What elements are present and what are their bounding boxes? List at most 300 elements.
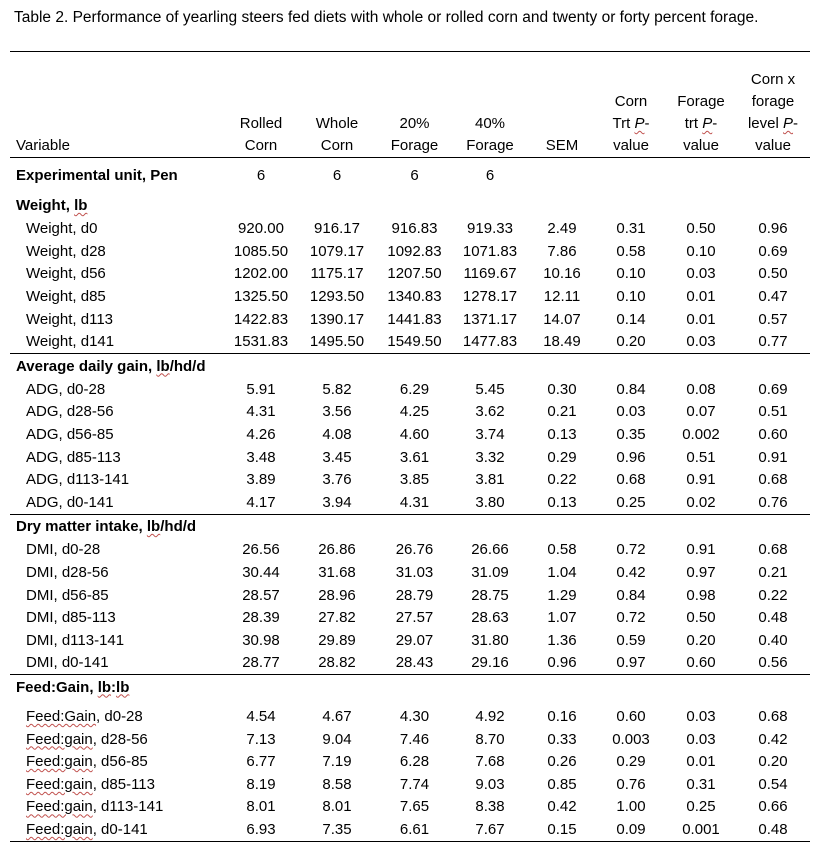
- header-corn-p-value: [596, 52, 666, 158]
- table-header-row: [10, 52, 810, 158]
- cell-value: 0.98: [686, 586, 716, 604]
- cell-value: [528, 164, 596, 188]
- header-interaction-p-value: [736, 52, 810, 158]
- cell-value: 8.38: [475, 798, 505, 816]
- cell-value: 0.003: [612, 730, 650, 748]
- cell-value: 4.54: [246, 707, 276, 725]
- spellcheck-mark: Feed:gain: [26, 730, 93, 748]
- section-title: Weight, lb: [16, 197, 88, 214]
- cell-value: 7.13: [246, 730, 276, 748]
- row-label: Feed:gain, d0-141: [26, 820, 148, 838]
- row-label: DMI, d113-141: [26, 631, 125, 649]
- row-label: Feed:gain, d56-85: [26, 753, 148, 771]
- cell-value: 0.96: [616, 448, 646, 466]
- cell-value: 0.22: [547, 471, 577, 489]
- cell-value: 0.50: [758, 265, 788, 283]
- spellcheck-mark: lb: [116, 678, 130, 696]
- row-label: Weight, d85: [26, 288, 106, 306]
- cell-value: 0.54: [758, 775, 788, 793]
- cell-value: 29.16: [471, 654, 509, 672]
- cell-value: [666, 164, 736, 188]
- table-row: [10, 308, 810, 331]
- cell-value: 0.51: [686, 448, 716, 466]
- row-label: ADG, d85-113: [26, 448, 121, 466]
- cell-value: 3.56: [322, 403, 352, 421]
- cell-value: 7.74: [399, 775, 430, 793]
- cell-value: 5.82: [322, 380, 352, 398]
- cell-value: 28.75: [471, 586, 509, 604]
- cell-value: 0.50: [686, 220, 716, 238]
- table-row: [10, 606, 810, 629]
- cell-value: 0.15: [547, 820, 577, 838]
- section-title: Dry matter intake, lb/hd/d: [16, 518, 197, 536]
- cell-value: 0.66: [758, 798, 788, 816]
- cell-value: 0.77: [758, 333, 788, 351]
- row-label: Weight, d0: [26, 220, 98, 238]
- row-label: DMI, d56-85: [26, 586, 109, 604]
- row-label: ADG, d56-85: [26, 426, 114, 444]
- cell-value: 1.04: [547, 564, 577, 582]
- cell-value: 28.57: [242, 586, 280, 604]
- cell-value: 0.84: [616, 380, 646, 398]
- header-40-forage: [452, 52, 528, 158]
- cell-value: 0.03: [686, 265, 716, 283]
- table-row: [10, 796, 810, 819]
- row-label: Feed:gain, d113-141: [26, 798, 164, 816]
- section-title: Feed:Gain, lb:lb: [16, 678, 130, 696]
- header-line: value: [613, 137, 649, 154]
- cell-value: 31.03: [395, 564, 434, 582]
- cell-value: 0.25: [686, 798, 716, 816]
- cell-value: 31.09: [471, 564, 509, 582]
- row-label-experimental-unit: Experimental unit, Pen: [16, 167, 178, 184]
- cell-value: 1079.17: [309, 242, 365, 260]
- cell-value: 0.10: [616, 288, 646, 306]
- cell-value: 0.84: [616, 586, 646, 604]
- cell-value: 0.20: [616, 333, 646, 351]
- cell-value: 7.86: [547, 242, 577, 260]
- cell-value: 7.46: [399, 730, 430, 748]
- cell-value: 30.98: [242, 631, 280, 649]
- cell-value: 1071.83: [462, 242, 518, 260]
- cell-value: 3.45: [322, 448, 352, 466]
- cell-value: 6: [256, 167, 266, 184]
- cell-value: 0.48: [758, 609, 788, 627]
- cell-value: 0.35: [616, 426, 646, 444]
- cell-value: 0.22: [758, 586, 788, 604]
- table-body: [10, 158, 810, 842]
- p-symbol: P: [783, 115, 794, 132]
- section-header-row: [10, 354, 810, 379]
- p-symbol: P: [702, 115, 713, 132]
- cell-value: 0.26: [547, 753, 577, 771]
- cell-value: 8.70: [475, 730, 505, 748]
- header-20-forage: [377, 52, 452, 158]
- cell-value: 0.42: [758, 730, 788, 748]
- row-label: Weight, d56: [26, 265, 106, 283]
- header-line: Whole: [315, 115, 359, 132]
- cell-value: 0.58: [547, 541, 577, 559]
- cell-value: 26.56: [242, 541, 280, 559]
- cell-value: 4.30: [399, 707, 430, 725]
- cell-value: 0.68: [758, 541, 788, 559]
- cell-value: 28.63: [471, 609, 509, 627]
- cell-value: 0.03: [616, 403, 646, 421]
- row-label: DMI, d0-141: [26, 654, 109, 672]
- row-label: Feed:gain, d28-56: [26, 730, 148, 748]
- cell-value: 3.94: [322, 493, 352, 511]
- cell-value: 28.77: [242, 654, 280, 672]
- cell-value: 0.68: [758, 471, 788, 489]
- cell-value: 1202.00: [233, 265, 289, 283]
- cell-value: 0.31: [686, 775, 716, 793]
- table-caption: Table 2. Performance of yearling steers fed diets with whole or rolled corn and twenty or forty percent forage.: [14, 9, 759, 26]
- cell-value: 0.33: [547, 730, 577, 748]
- cell-value: 1293.50: [309, 288, 365, 306]
- cell-value: 27.57: [395, 609, 434, 627]
- cell-value: 7.35: [322, 820, 352, 838]
- cell-value: 28.39: [242, 609, 280, 627]
- cell-value: 0.56: [758, 654, 788, 672]
- cell-value: 1175.17: [310, 265, 364, 283]
- cell-value: 28.96: [318, 586, 356, 604]
- table-row: [10, 539, 810, 562]
- row-label: DMI, d85-113: [26, 609, 116, 627]
- cell-value: 0.03: [686, 333, 716, 351]
- cell-value: 0.29: [547, 448, 577, 466]
- cell-value: 31.68: [318, 564, 356, 582]
- header-line: Corn: [320, 137, 354, 154]
- cell-value: 6: [485, 167, 495, 184]
- row-label: Weight, d113: [26, 310, 114, 328]
- cell-value: 3.89: [246, 471, 276, 489]
- cell-value: 26.66: [471, 541, 509, 559]
- cell-value: 31.80: [471, 631, 509, 649]
- cell-value: 0.01: [686, 288, 716, 306]
- cell-value: 1325.50: [233, 288, 289, 306]
- cell-value: 919.33: [467, 220, 513, 238]
- cell-value: 4.31: [246, 403, 276, 421]
- table-row: [10, 263, 810, 286]
- row-label: Weight, d141: [26, 333, 115, 351]
- cell-value: 0.40: [758, 631, 788, 649]
- cell-value: 0.16: [547, 707, 577, 725]
- cell-value: 1371.17: [462, 310, 518, 328]
- table-row: [10, 818, 810, 841]
- cell-value: 0.21: [758, 564, 788, 582]
- cell-value: 0.60: [686, 654, 716, 672]
- cell-value: 3.48: [246, 448, 276, 466]
- cell-value: 0.91: [758, 448, 788, 466]
- cell-value: 920.00: [238, 220, 284, 238]
- cell-value: 1.29: [547, 586, 577, 604]
- table-row: [10, 491, 810, 514]
- header-line: Corn: [244, 137, 278, 154]
- cell-value: 3.80: [475, 493, 505, 511]
- cell-value: 1085.50: [233, 242, 289, 260]
- row-label: DMI, d28-56: [26, 564, 109, 582]
- cell-value: 28.43: [395, 654, 434, 672]
- table-row: [10, 652, 810, 675]
- cell-value: 26.86: [318, 541, 356, 559]
- header-forage-p-value: [666, 52, 736, 158]
- cell-value: 9.04: [322, 730, 352, 748]
- header-line: value: [683, 137, 719, 154]
- section-title: Average daily gain, lb/hd/d: [16, 357, 206, 375]
- table-row: [10, 378, 810, 401]
- header-variable: Variable: [16, 137, 70, 154]
- cell-value: 0.97: [616, 654, 646, 672]
- row-label: Weight, d28: [26, 242, 106, 260]
- row-label: Feed:Gain, d0-28: [26, 707, 143, 725]
- cell-value: 0.42: [616, 564, 646, 582]
- row-label: ADG, d0-141: [26, 493, 114, 511]
- cell-value: 0.25: [616, 493, 646, 511]
- table-row: [10, 401, 810, 424]
- cell-value: 3.85: [399, 471, 430, 489]
- cell-value: 916.83: [391, 220, 438, 238]
- cell-value: 6.61: [399, 820, 430, 838]
- cell-value: 0.59: [616, 631, 646, 649]
- cell-value: 5.45: [475, 380, 505, 398]
- p-symbol: P: [634, 115, 645, 132]
- cell-value: 4.67: [322, 707, 352, 725]
- header-line: Forage: [466, 137, 514, 154]
- spellcheck-mark: lb: [97, 678, 112, 696]
- cell-value: 3.76: [322, 471, 352, 489]
- cell-value: 0.57: [758, 310, 788, 328]
- spellcheck-mark: lb: [146, 518, 161, 536]
- cell-value: 1390.17: [309, 310, 365, 328]
- header-line: Corn: [614, 93, 648, 110]
- header-rolled-corn: [225, 52, 297, 158]
- cell-value: 4.31: [399, 493, 430, 511]
- cell-value: 12.11: [543, 288, 581, 306]
- table-row: [10, 285, 810, 308]
- cell-value: 916.17: [314, 220, 360, 238]
- cell-value: 29.07: [395, 631, 434, 649]
- cell-value: 7.19: [322, 753, 352, 771]
- cell-value: 28.82: [318, 654, 356, 672]
- cell-value: 1.00: [616, 798, 646, 816]
- cell-value: 0.30: [547, 380, 577, 398]
- cell-value: 0.03: [686, 730, 716, 748]
- cell-value: 1441.83: [387, 310, 442, 328]
- cell-value: 4.17: [246, 493, 276, 511]
- cell-value: 0.91: [686, 471, 716, 489]
- header-line: Trt P-: [612, 115, 650, 132]
- cell-value: 7.67: [475, 820, 505, 838]
- row-label: ADG, d28-56: [26, 403, 114, 421]
- header-line: forage: [751, 93, 795, 110]
- cell-value: 1422.83: [233, 310, 289, 328]
- table-row: [10, 468, 810, 491]
- cell-value: 7.65: [399, 798, 430, 816]
- spellcheck-mark: lb: [74, 197, 88, 214]
- table-row: [10, 240, 810, 263]
- cell-value: 0.10: [616, 265, 646, 283]
- cell-value: 0.96: [547, 654, 577, 672]
- cell-value: 2.49: [547, 220, 577, 238]
- cell-value: [736, 164, 810, 188]
- table-row: [10, 423, 810, 446]
- cell-value: 29.89: [318, 631, 356, 649]
- cell-value: 0.60: [758, 426, 788, 444]
- cell-value: 8.19: [246, 775, 276, 793]
- cell-value: 10.16: [543, 265, 581, 283]
- section-header-row: [10, 514, 810, 539]
- cell-value: 9.03: [475, 775, 505, 793]
- table-row: [10, 584, 810, 607]
- cell-value: 0.002: [682, 426, 720, 444]
- cell-value: 4.26: [246, 426, 276, 444]
- table-row: [10, 561, 810, 584]
- cell-value: 0.01: [686, 310, 716, 328]
- cell-value: 1207.50: [387, 265, 442, 283]
- cell-value: 0.50: [686, 609, 716, 627]
- cell-value: 0.21: [547, 403, 577, 421]
- cell-value: 0.68: [616, 471, 646, 489]
- cell-value: 1477.83: [462, 333, 518, 351]
- cell-value: 1.07: [547, 609, 577, 627]
- cell-value: 0.76: [616, 775, 646, 793]
- cell-value: 6.28: [399, 753, 430, 771]
- cell-value: 3.81: [475, 471, 505, 489]
- cell-value: 8.01: [246, 798, 276, 816]
- header-line: 20%: [399, 115, 430, 132]
- cell-value: 0.09: [616, 820, 646, 838]
- row-label: ADG, d113-141: [26, 471, 130, 489]
- cell-value: 0.13: [547, 493, 577, 511]
- cell-value: 3.74: [475, 426, 505, 444]
- spellcheck-mark: Feed:gain: [26, 775, 93, 793]
- cell-value: 6.77: [246, 753, 276, 771]
- cell-value: 0.69: [758, 380, 788, 398]
- cell-value: 1495.50: [309, 333, 365, 351]
- header-line: value: [755, 137, 791, 154]
- cell-value: 0.42: [547, 798, 577, 816]
- header-line: Forage: [390, 137, 439, 154]
- cell-value: 4.08: [322, 426, 352, 444]
- cell-value: 8.01: [322, 798, 352, 816]
- spellcheck-mark: Feed:Gain: [26, 707, 97, 725]
- cell-value: 0.58: [616, 242, 646, 260]
- cell-value: [596, 164, 666, 188]
- cell-value: 3.32: [475, 448, 505, 466]
- table-row: [10, 773, 810, 796]
- cell-value: 0.91: [686, 541, 716, 559]
- cell-value: 0.60: [616, 707, 646, 725]
- header-sem: [528, 52, 596, 158]
- cell-value: 3.62: [475, 403, 505, 421]
- cell-value: 27.82: [318, 609, 356, 627]
- cell-value: 26.76: [395, 541, 434, 559]
- table-row: [10, 164, 810, 188]
- cell-value: 0.14: [616, 310, 646, 328]
- cell-value: 0.07: [686, 403, 716, 421]
- row-label: ADG, d0-28: [26, 380, 106, 398]
- cell-value: 0.72: [616, 609, 646, 627]
- cell-value: 0.08: [686, 380, 716, 398]
- spellcheck-mark: Feed:gain: [26, 798, 93, 816]
- cell-value: 6.93: [246, 820, 276, 838]
- row-label: DMI, d0-28: [26, 541, 101, 559]
- cell-value: 0.29: [616, 753, 646, 771]
- cell-value: 0.02: [686, 493, 716, 511]
- header-line: Forage: [677, 93, 725, 110]
- cell-value: 1.36: [547, 631, 577, 649]
- table-row: [10, 629, 810, 652]
- cell-value: 4.25: [399, 403, 430, 421]
- cell-value: 0.76: [758, 493, 788, 511]
- table-row: [10, 446, 810, 469]
- section-header-row: [10, 675, 810, 700]
- header-line: SEM: [545, 137, 579, 154]
- cell-value: 4.60: [399, 426, 430, 444]
- spellcheck-mark: Feed:gain: [26, 753, 93, 771]
- header-line: 40%: [474, 115, 506, 132]
- cell-value: 0.20: [686, 631, 716, 649]
- table-row: [10, 218, 810, 241]
- cell-value: 0.31: [616, 220, 646, 238]
- cell-value: 0.97: [686, 564, 716, 582]
- cell-value: 0.13: [547, 426, 577, 444]
- spellcheck-mark: lb: [156, 357, 170, 375]
- section-header-row: [10, 194, 810, 218]
- cell-value: 3.61: [399, 448, 430, 466]
- cell-value: 0.47: [758, 288, 788, 306]
- cell-value: 1169.67: [463, 265, 517, 283]
- header-whole-corn: [297, 52, 377, 158]
- cell-value: 14.07: [543, 310, 581, 328]
- cell-value: 18.49: [543, 333, 581, 351]
- header-line: Rolled: [239, 115, 283, 132]
- cell-value: 4.92: [475, 707, 505, 725]
- cell-value: 28.79: [395, 586, 434, 604]
- cell-value: 1340.83: [387, 288, 442, 306]
- cell-value: 0.51: [758, 403, 788, 421]
- cell-value: 0.48: [758, 820, 788, 838]
- header-line: level P-: [747, 115, 799, 132]
- cell-value: 5.91: [246, 380, 276, 398]
- cell-value: 0.001: [682, 820, 720, 838]
- cell-value: 6.29: [399, 380, 430, 398]
- table-row: [10, 705, 810, 728]
- cell-value: 0.01: [686, 753, 716, 771]
- cell-value: 0.68: [758, 707, 788, 725]
- cell-value: 1278.17: [462, 288, 518, 306]
- row-label: Feed:gain, d85-113: [26, 775, 155, 793]
- table-row: [10, 728, 810, 751]
- cell-value: 1531.83: [233, 333, 289, 351]
- header-line: Corn x: [750, 71, 796, 88]
- performance-table: [10, 51, 810, 842]
- cell-value: 0.10: [686, 242, 716, 260]
- cell-value: 6: [332, 167, 342, 184]
- cell-value: 0.72: [616, 541, 646, 559]
- cell-value: 0.85: [547, 775, 577, 793]
- cell-value: 0.69: [758, 242, 788, 260]
- header-line: trt P-: [684, 115, 718, 132]
- cell-value: 8.58: [322, 775, 352, 793]
- table-row: [10, 750, 810, 773]
- table-row: [10, 330, 810, 353]
- cell-value: 0.20: [758, 753, 788, 771]
- cell-value: 0.96: [758, 220, 788, 238]
- cell-value: 0.03: [686, 707, 716, 725]
- cell-value: 1092.83: [387, 242, 442, 260]
- cell-value: 30.44: [242, 564, 280, 582]
